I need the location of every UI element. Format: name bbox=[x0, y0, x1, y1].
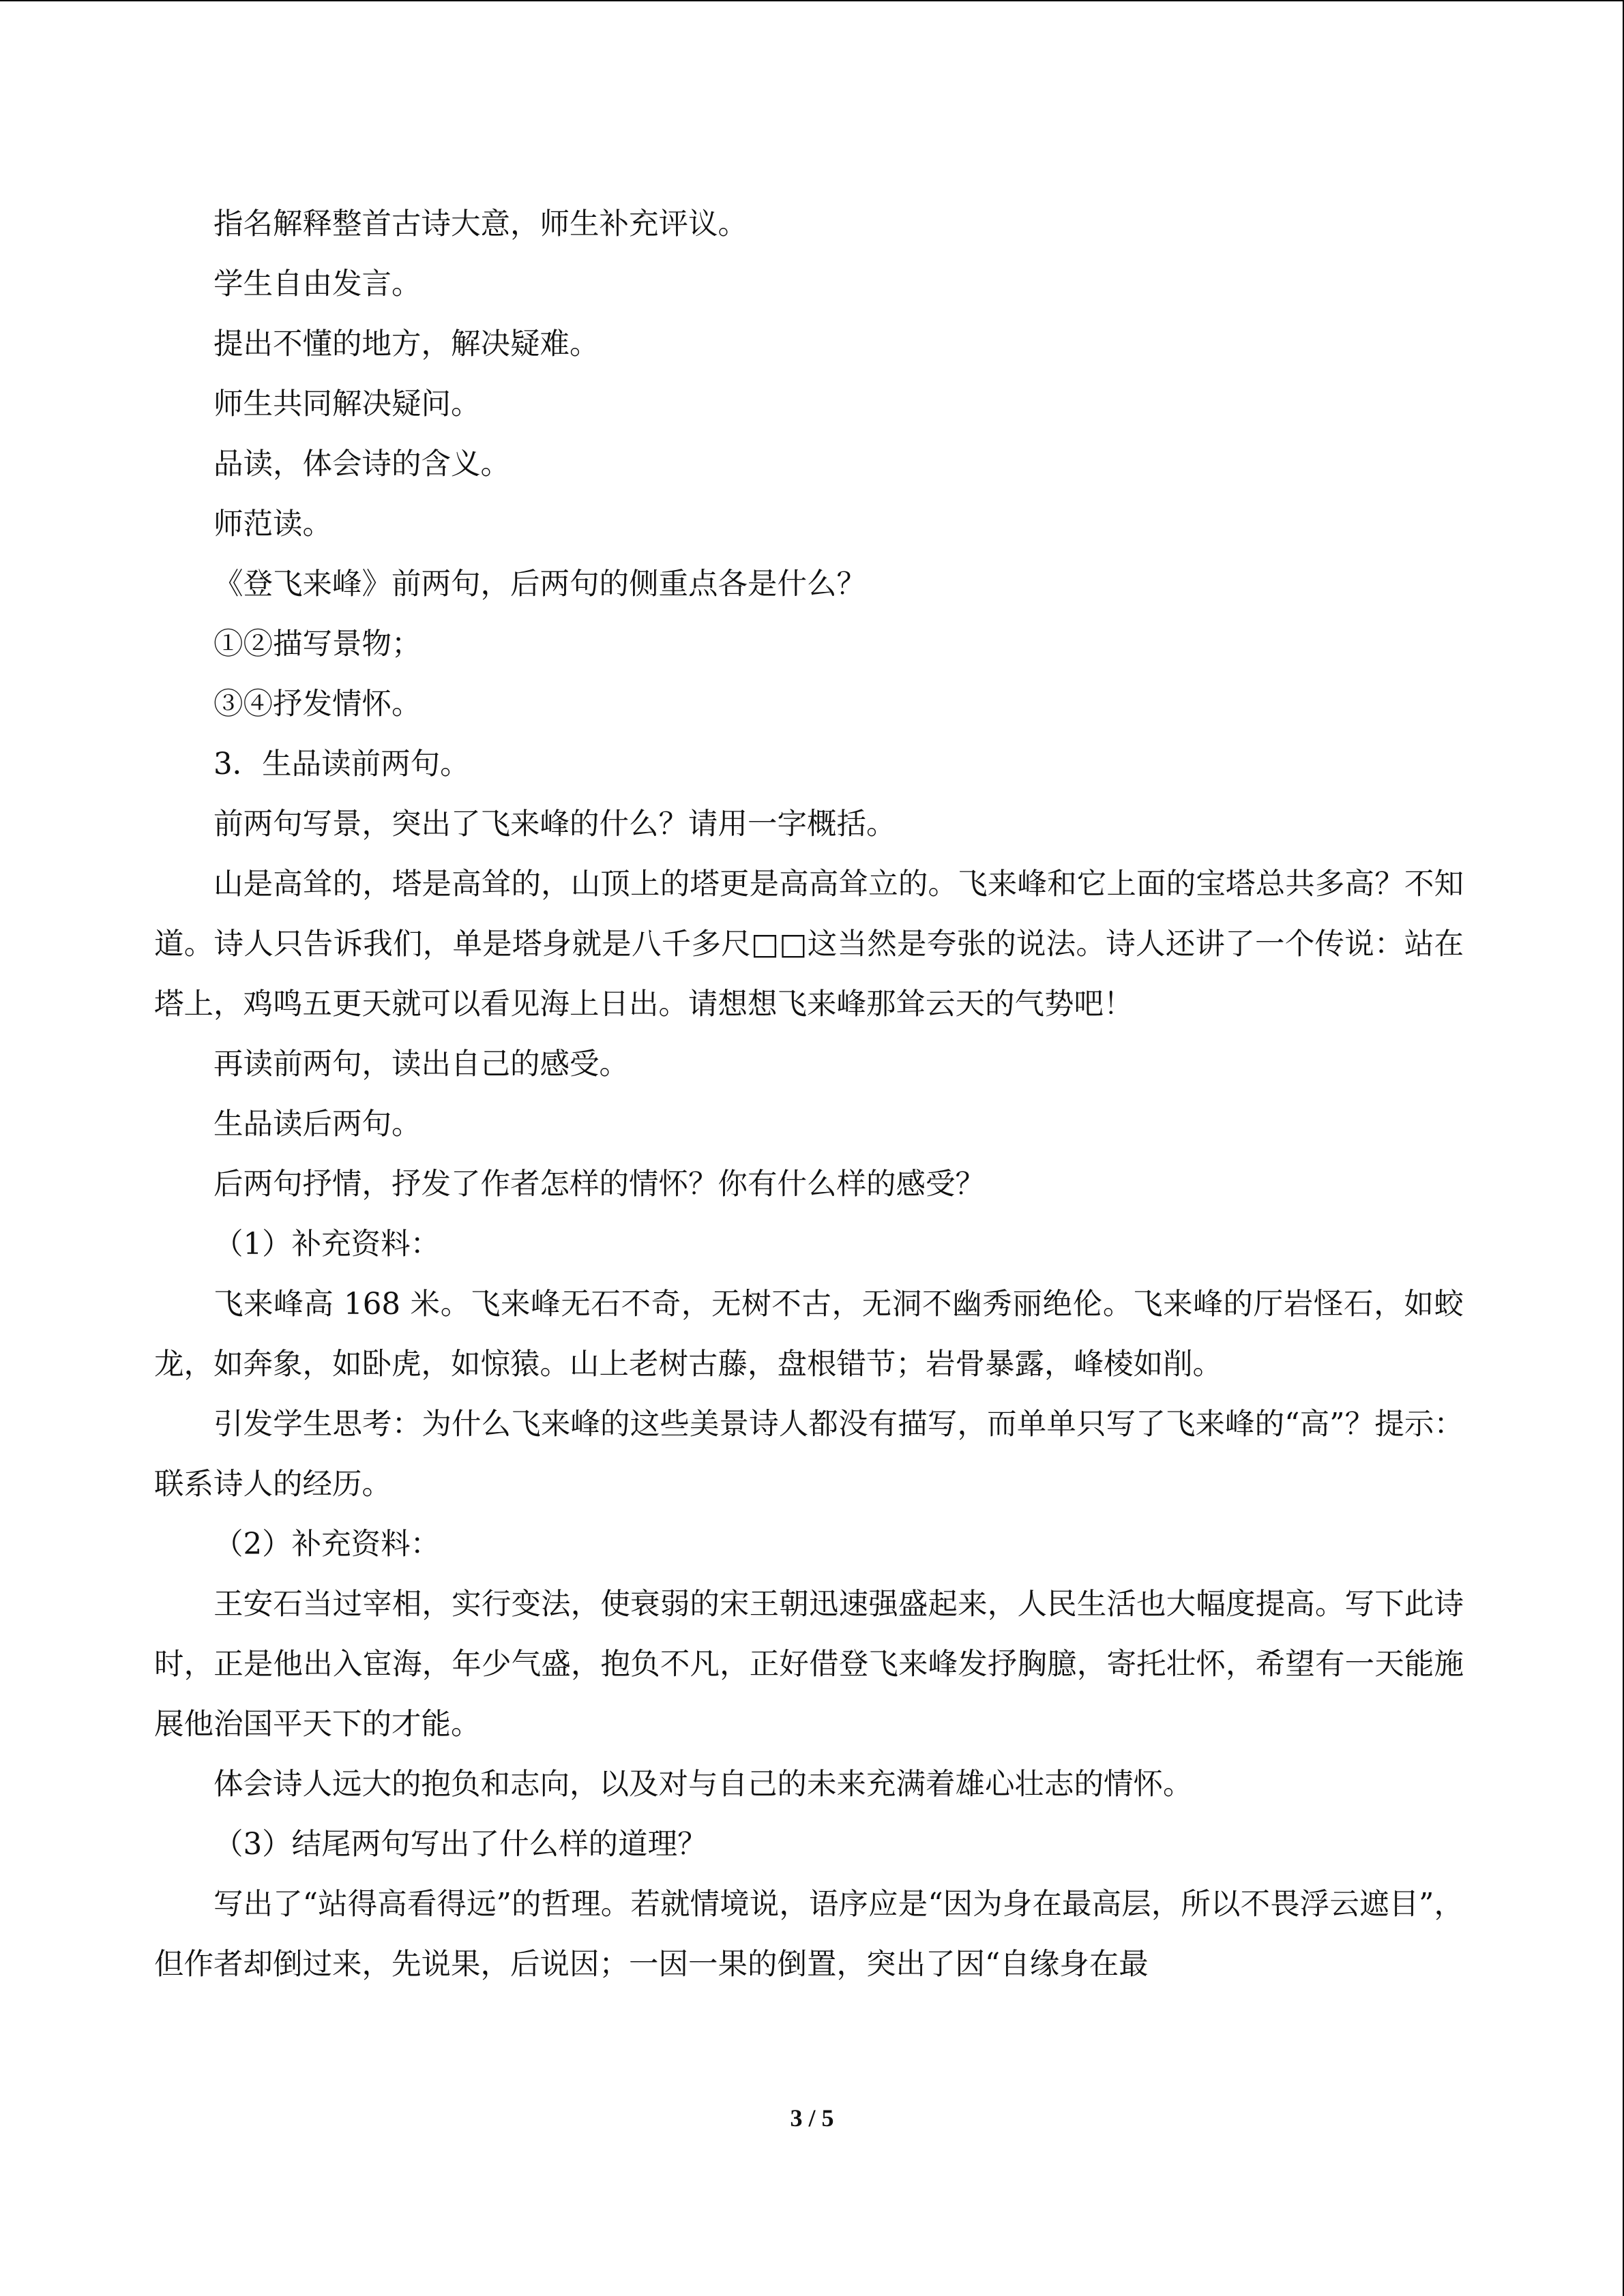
paragraph: （3）结尾两句写出了什么样的道理？ bbox=[213, 1828, 707, 1862]
paragraph: 再读前两句，读出自己的感受。 bbox=[213, 1047, 629, 1082]
paragraph: ①②描写景物； bbox=[213, 627, 422, 661]
paragraph: 王安石当过宰相，实行变法，使衰弱的宋王朝迅速强盛起来，人民生活也大幅度提高。写下此诗时，正是他出入宦海，年少气盛，抱负不凡，正好借登飞来峰发抒胸臆，寄托壮怀，希望有一天能施展他治国平天下的才能。 bbox=[154, 1587, 1464, 1742]
paragraph: 师生共同解决疑问。 bbox=[213, 387, 481, 421]
paragraph: 前两句写景，突出了飞来峰的什么？请用一字概括。 bbox=[213, 807, 896, 841]
paragraph: 写出了“站得高看得远”的哲理。若就情境说，语序应是“因为身在最高层，所以不畏浮云遮目”，但作者却倒过来，先说果，后说因；一因一果的倒置，突出了因“自缘身在最 bbox=[154, 1888, 1464, 1982]
paragraph: ③④抒发情怀。 bbox=[213, 687, 422, 721]
paragraph: 学生自由发言。 bbox=[213, 267, 422, 301]
paragraph: 3．生品读前两句。 bbox=[213, 747, 470, 781]
paragraph: 提出不懂的地方，解决疑难。 bbox=[213, 327, 600, 361]
paragraph: 师范读。 bbox=[213, 507, 332, 541]
paragraph: 山是高耸的，塔是高耸的，山顶上的塔更是高高耸立的。飞来峰和它上面的宝塔总共多高？不知道。诗人只告诉我们，单是塔身就是八千多尺□□这当然是夸张的说法。诗人还讲了一个传说：站在塔上，鸡鸣五更天就可以看见海上日出。请想想飞来峰那耸云天的气势吧！ bbox=[154, 867, 1464, 1022]
paragraph: 飞来峰高 168 米。飞来峰无石不奇，无树不古，无洞不幽秀丽绝伦。飞来峰的厅岩怪石，如蛟龙，如奔象，如卧虎，如惊猿。山上老树古藤，盘根错节；岩骨暴露，峰棱如削。 bbox=[154, 1287, 1464, 1382]
document-body bbox=[154, 194, 1464, 1995]
paragraph: 生品读后两句。 bbox=[213, 1107, 422, 1142]
paragraph: 《登飞来峰》前两句，后两句的侧重点各是什么？ bbox=[213, 567, 866, 601]
paragraph: 引发学生思考：为什么飞来峰的这些美景诗人都没有描写，而单单只写了飞来峰的“高”？提示：联系诗人的经历。 bbox=[154, 1407, 1464, 1502]
paragraph: （1）补充资料： bbox=[213, 1227, 441, 1262]
paragraph: 体会诗人远大的抱负和志向，以及对与自己的未来充满着雄心壮志的情怀。 bbox=[213, 1768, 1193, 1802]
page-number: 3 / 5 bbox=[790, 2104, 834, 2132]
paragraph: 后两句抒情，抒发了作者怎样的情怀？你有什么样的感受？ bbox=[213, 1167, 985, 1202]
paragraph: 指名解释整首古诗大意，师生补充评议。 bbox=[213, 207, 748, 241]
paragraph: （2）补充资料： bbox=[213, 1527, 441, 1562]
paragraph: 品读，体会诗的含义。 bbox=[213, 447, 510, 481]
